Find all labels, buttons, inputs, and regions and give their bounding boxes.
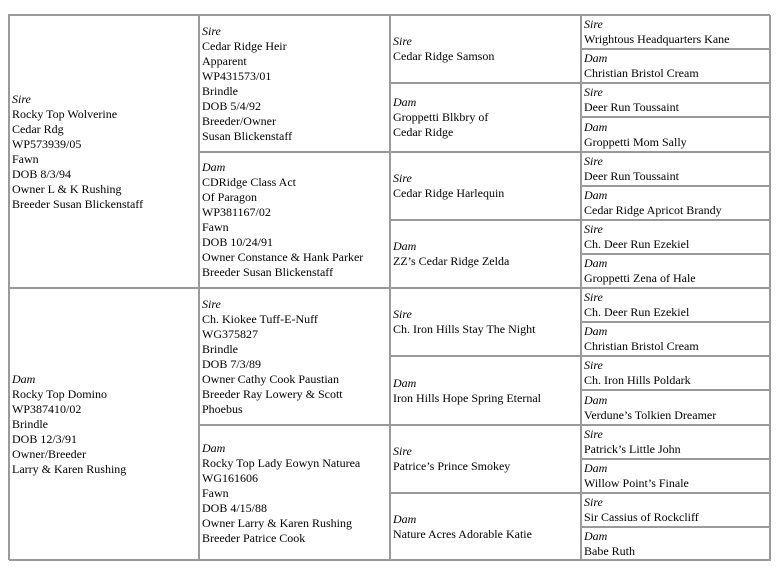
- gen3-dam-cell: [390, 493, 581, 561]
- dog-name: Ch. Iron Hills Poldark: [584, 373, 691, 387]
- dog-detail: Brindle: [202, 341, 238, 356]
- dog-detail: Fawn: [202, 485, 229, 500]
- dog-name: Rocky Top Lady Eowyn Naturea: [202, 455, 361, 470]
- gen3-sire-cell: [390, 288, 581, 356]
- gen4-dam-cell: [581, 527, 771, 561]
- dog-detail: Brindle: [202, 83, 238, 98]
- gen2-dam-cell: [199, 152, 390, 288]
- role-label: Sire: [584, 17, 603, 31]
- dog-detail: Owner L & K Rushing: [12, 181, 122, 196]
- dog-name: Wrightous Headquarters Kane: [584, 32, 730, 46]
- role-label: Sire: [584, 85, 603, 99]
- role-label: Sire: [202, 23, 221, 38]
- gen4-dam-cell: [581, 459, 771, 493]
- role-label: Dam: [393, 375, 417, 390]
- role-label: Sire: [393, 444, 412, 458]
- dog-name: Ch. Kiokee Tuff-E-Nuff: [202, 311, 318, 326]
- role-label: Sire: [584, 154, 603, 168]
- dog-detail: DOB 12/3/91: [12, 432, 78, 446]
- role-label: Dam: [584, 461, 608, 475]
- gen4-sire-cell: [581, 288, 771, 322]
- dog-detail: Cedar Rdg: [12, 121, 64, 136]
- role-label: Dam: [584, 119, 608, 134]
- role-label: Sire: [12, 91, 31, 106]
- role-label: Sire: [393, 307, 412, 321]
- role-label: Sire: [393, 171, 412, 185]
- gen3-dam-cell: [390, 356, 581, 425]
- dog-name: Christian Bristol Cream: [584, 339, 699, 353]
- role-label: Dam: [584, 392, 608, 407]
- dog-name: CDRidge Class Act: [202, 175, 297, 189]
- dog-detail: Owner Larry & Karen Rushing: [202, 515, 352, 530]
- dog-name: Babe Ruth: [584, 544, 635, 558]
- gen4-sire-cell: [581, 493, 771, 527]
- role-label: Dam: [202, 440, 226, 455]
- dog-name: Ch. Deer Run Ezekiel: [584, 237, 690, 251]
- dog-detail: Susan Blickenstaff: [202, 128, 293, 143]
- role-label: Dam: [393, 239, 417, 253]
- dog-name: Groppetti Zena of Hale: [584, 271, 696, 285]
- dog-name: Verdune’s Tolkien Dreamer: [584, 407, 717, 422]
- role-label: Dam: [584, 51, 608, 65]
- gen4-sire-cell: [581, 15, 771, 49]
- dog-name: Rocky Top Wolverine: [12, 106, 118, 121]
- dog-name: Groppetti Blkbry of: [393, 110, 489, 124]
- role-label: Sire: [202, 296, 221, 311]
- role-label: Dam: [584, 188, 608, 202]
- dog-detail: DOB 10/24/91: [202, 235, 274, 249]
- gen3-sire-cell: [390, 15, 581, 83]
- dog-name: Iron Hills Hope Spring Eternal: [393, 390, 541, 405]
- dog-name: Cedar Ridge Samson: [393, 49, 495, 63]
- dog-name: Rocky Top Domino: [12, 387, 107, 401]
- dog-detail: Of Paragon: [202, 190, 257, 204]
- dog-name: ZZ’s Cedar Ridge Zelda: [393, 254, 510, 268]
- dog-detail: WG161606: [202, 470, 258, 485]
- dog-detail: Breeder Susan Blickenstaff: [202, 265, 334, 279]
- dog-name: Sir Cassius of Rockcliff: [584, 510, 699, 524]
- role-label: Sire: [393, 34, 412, 48]
- role-label: Dam: [584, 529, 608, 543]
- dog-detail: DOB 8/3/94: [12, 166, 72, 181]
- gen4-dam-cell: [581, 254, 771, 288]
- gen4-dam-cell: [581, 322, 771, 356]
- dog-name: Cedar Ridge Apricot Brandy: [584, 203, 722, 217]
- dog-name: Christian Bristol Cream: [584, 66, 699, 80]
- gen2-sire-cell: [199, 288, 390, 425]
- dog-name: Cedar Ridge Harlequin: [393, 186, 505, 200]
- gen2-sire-cell: [199, 15, 390, 152]
- dog-detail: Apparent: [202, 53, 247, 68]
- dog-detail: Cedar Ridge: [393, 125, 454, 139]
- dog-name: Willow Point’s Finale: [584, 476, 689, 490]
- gen1-dam-cell: [9, 288, 199, 561]
- dog-name: Deer Run Toussaint: [584, 100, 679, 114]
- dog-detail: Brindle: [12, 417, 48, 431]
- gen1-sire-cell: [9, 15, 199, 288]
- role-label: Sire: [584, 290, 603, 304]
- gen4-sire-cell: [581, 152, 771, 186]
- gen2-dam-cell: [199, 425, 390, 561]
- dog-name: Groppetti Mom Sally: [584, 134, 687, 149]
- dog-detail: WP387410/02: [12, 402, 82, 416]
- role-label: Dam: [584, 256, 608, 270]
- dog-detail: Breeder Patrice Cook: [202, 530, 306, 545]
- dog-detail: DOB 5/4/92: [202, 98, 262, 113]
- gen4-sire-cell: [581, 425, 771, 459]
- gen3-dam-cell: [390, 83, 581, 152]
- dog-detail: WP381167/02: [202, 205, 271, 219]
- dog-detail: Fawn: [12, 151, 39, 166]
- gen4-dam-cell: [581, 49, 771, 83]
- dog-name: Nature Acres Adorable Katie: [393, 527, 532, 541]
- role-label: Sire: [584, 427, 603, 441]
- role-label: Dam: [393, 512, 417, 526]
- dog-detail: Phoebus: [202, 401, 243, 416]
- gen4-sire-cell: [581, 220, 771, 254]
- role-label: Dam: [393, 95, 417, 109]
- dog-detail: WP573939/05: [12, 136, 82, 151]
- gen4-dam-cell: [581, 186, 771, 220]
- role-label: Sire: [584, 222, 603, 236]
- pedigree-table: [8, 14, 770, 560]
- gen4-dam-cell: [581, 390, 771, 425]
- gen3-sire-cell: [390, 425, 581, 493]
- dog-name: Cedar Ridge Heir: [202, 38, 287, 53]
- dog-detail: Breeder Susan Blickenstaff: [12, 196, 144, 211]
- dog-detail: Owner Cathy Cook Paustian: [202, 371, 339, 386]
- dog-detail: Larry & Karen Rushing: [12, 462, 127, 476]
- dog-detail: WG375827: [202, 326, 258, 341]
- dog-detail: Owner/Breeder: [12, 447, 86, 461]
- dog-detail: DOB 4/15/88: [202, 500, 268, 515]
- dog-name: Deer Run Toussaint: [584, 169, 679, 183]
- gen4-sire-cell: [581, 83, 771, 117]
- dog-name: Patrick’s Little John: [584, 442, 681, 456]
- gen4-sire-cell: [581, 356, 771, 390]
- role-label: Dam: [584, 324, 608, 338]
- role-label: Sire: [584, 495, 603, 509]
- role-label: Dam: [12, 372, 36, 386]
- gen3-dam-cell: [390, 220, 581, 288]
- gen3-sire-cell: [390, 152, 581, 220]
- gen4-dam-cell: [581, 117, 771, 152]
- role-label: Dam: [202, 160, 226, 174]
- dog-detail: WP431573/01: [202, 68, 272, 83]
- dog-detail: Breeder Ray Lowery & Scott: [202, 386, 343, 401]
- dog-detail: DOB 7/3/89: [202, 356, 262, 371]
- role-label: Sire: [584, 358, 603, 372]
- dog-detail: Fawn: [202, 220, 229, 234]
- dog-name: Ch. Iron Hills Stay The Night: [393, 322, 536, 336]
- dog-name: Ch. Deer Run Ezekiel: [584, 305, 690, 319]
- dog-detail: Breeder/Owner: [202, 113, 276, 128]
- dog-detail: Owner Constance & Hank Parker: [202, 250, 364, 264]
- dog-name: Patrice’s Prince Smokey: [393, 459, 511, 473]
